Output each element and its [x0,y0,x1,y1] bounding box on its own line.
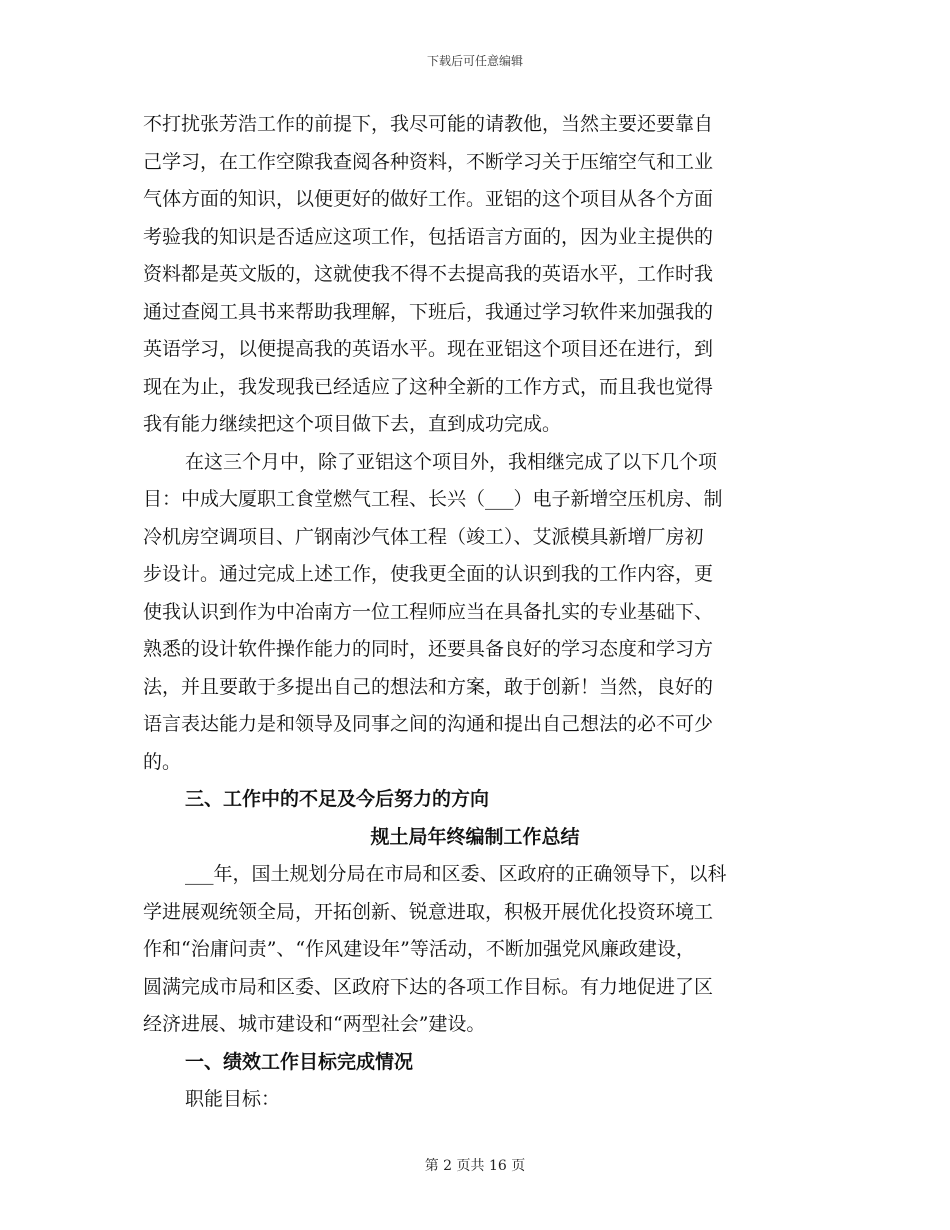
text-line: 目：中成大厦职工食堂燃气工程、长兴（___）电子新增空压机房、制 [143,488,723,510]
text-line: 我有能力继续把这个项目做下去，直到成功完成。 [143,413,562,435]
text-line: 经济进展、城市建设和“两型社会”建设。 [143,1013,486,1035]
document-body [143,106,807,1119]
paragraph-start-line: 在这三个月中，除了亚铝这个项目外，我相继完成了以下几个项 [185,450,718,473]
text-line: 己学习，在工作空隙我查阅各种资料，不断学习关于压缩空气和工业 [143,150,714,173]
text-line: 英语学习，以便提高我的英语水平。现在亚铝这个项目还在进行，到 [143,338,714,360]
section-heading: 三、工作中的不足及今后努力的方向 [185,788,490,810]
paragraph-start-line: ___年，国土规划分局在市局和区委、区政府的正确领导下，以科 [185,863,727,885]
text-line: 的。 [143,750,182,773]
text-line: 熟悉的设计软件操作能力的同时，还要具备良好的学习态度和学习方 [143,638,714,660]
text-line: 作和“治庸问责”、“作风建设年”等活动，不断加强党风廉政建设， [143,938,695,960]
page-header: 下载后可任意编辑 [426,54,523,68]
text-line: 圆满完成市局和区委、区政府下达的各项工作目标。有力地促进了区 [143,975,714,998]
text-line: 通过查阅工具书来帮助我理解，下班后，我通过学习软件来加强我的 [143,300,714,323]
document-title: 规土局年终编制工作总结 [370,825,580,848]
text-line: 法，并且要敢于多提出自己的想法和方案，敢于创新！当然，良好的 [143,675,714,698]
section-heading: 一、绩效工作目标完成情况 [185,1050,414,1073]
text-line: 资料都是英文版的，这就使我不得不去提高我的英语水平，工作时我 [143,263,714,285]
text-line: 气体方面的知识，以便更好的做好工作。亚铝的这个项目从各个方面 [143,188,714,210]
text-line: 使我认识到作为中冶南方一位工程师应当在具备扎实的专业基础下、 [143,600,714,623]
text-line: 冷机房空调项目、广钢南沙气体工程（竣工）、艾派模具新增厂房初 [143,525,704,548]
text-line: 语言表达能力是和领导及同事之间的沟通和提出自己想法的必不可少 [143,713,714,735]
subsection-label: 职能目标： [185,1088,281,1110]
text-line: 步设计。通过完成上述工作，使我更全面的认识到我的工作内容，更 [143,563,714,585]
text-line: 现在为止，我发现我已经适应了这种全新的工作方式，而且我也觉得 [143,375,714,398]
text-line: 不打扰张芳浩工作的前提下，我尽可能的请教他，当然主要还要靠自 [143,113,714,135]
text-line: 考验我的知识是否适应这项工作，包括语言方面的，因为业主提供的 [143,225,714,248]
page-number-footer: 第 2 页共 16 页 [424,1158,526,1174]
text-line: 学进展观统领全局，开拓创新、锐意进取，积极开展优化投资环境工 [143,900,714,923]
